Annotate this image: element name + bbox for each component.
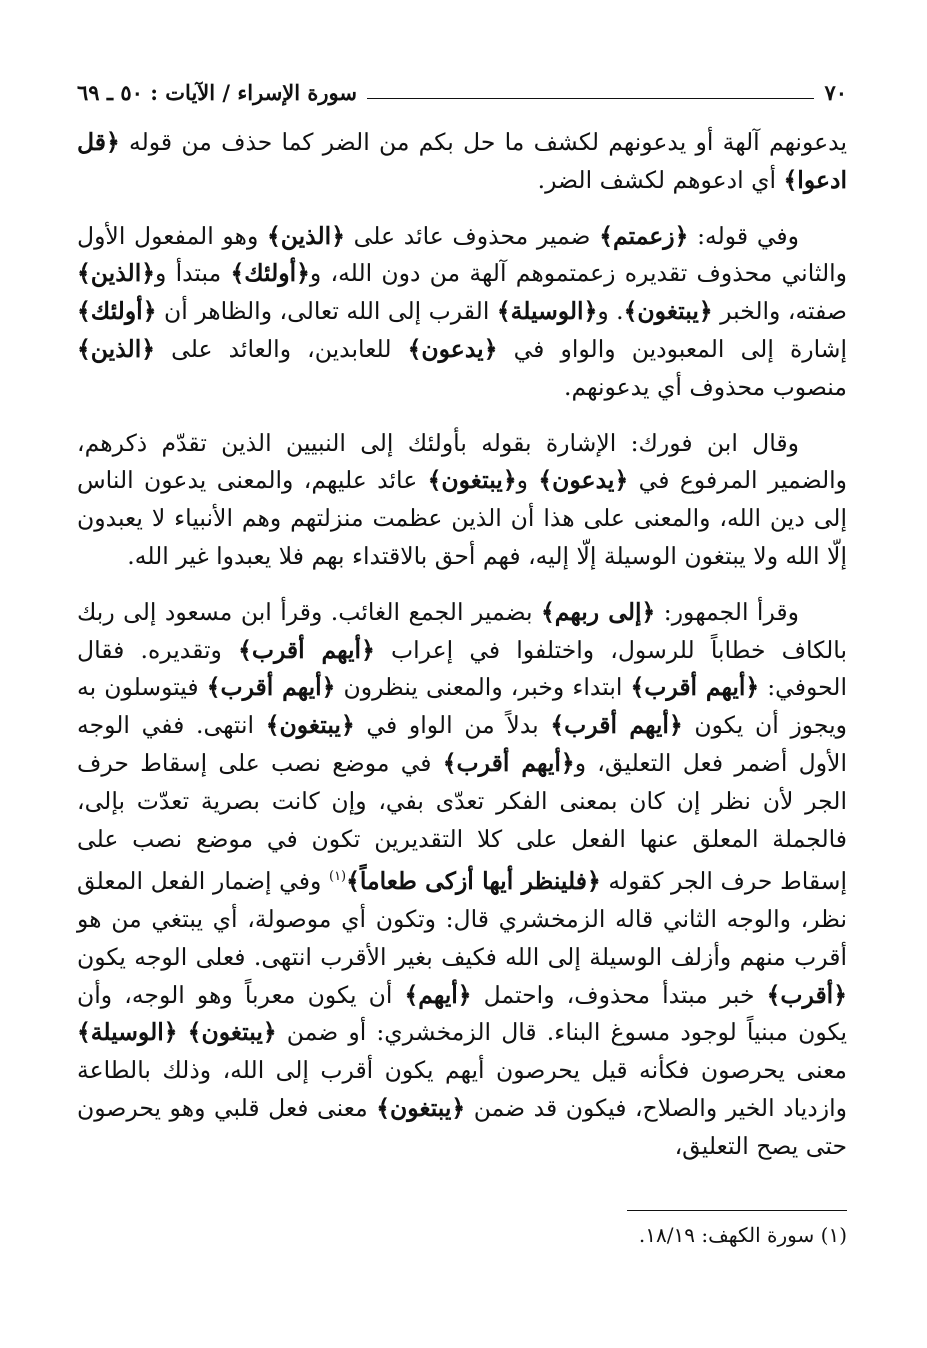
text-segment: بدلاً من الواو في (354, 711, 551, 740)
paragraph (77, 425, 847, 576)
text-segment: . و (597, 297, 624, 326)
quran-quote: ﴿يبتغون﴾ (376, 1093, 466, 1122)
footnote-rule (627, 1210, 847, 1211)
text-segment: خبر مبتدأ محذوف، واحتمل (471, 980, 767, 1009)
text-segment: في موضع نصب على إسقاط حرف الجر لأن نظر إن كان بمعنى الفكر تعدّى بفي، وإن كانت بصرية تعدّت بإلى، فالجملة المعلق عنها الفعل على كلا التقديرين تكون في موضع نصب على إسقاط حرف الجر كقوله (77, 748, 847, 896)
text-segment: بضمير الجمع الغائب. وقرأ ابن مسعود إلى ربك بالكاف خطاباً للرسول، واختلفوا في إعراب (77, 597, 847, 664)
text-segment: مبتدأ و (155, 259, 231, 288)
quran-quote: ﴿الوسيلة﴾ (77, 1018, 178, 1047)
text-segment (178, 1018, 188, 1046)
quran-quote: ﴿أيهم أقرب﴾ (550, 711, 683, 740)
running-header (77, 72, 847, 112)
quran-quote: ﴿أولئك﴾ (77, 297, 157, 326)
quran-quote: ﴿إلى ربهم﴾ (540, 597, 656, 626)
text-segment: ضمير محذوف عائد على (344, 221, 600, 250)
quran-quote: ﴿أيهم أقرب﴾ (238, 635, 375, 664)
quran-quote: ﴿قل ادعوا﴾ (77, 128, 847, 194)
quran-quote: ﴿يبتغون﴾ (187, 1018, 277, 1047)
quran-quote: ﴿الذين﴾ (266, 221, 345, 250)
quran-quote: ﴿أيهم أقرب﴾ (206, 673, 336, 702)
text-segment: و (516, 466, 539, 495)
text-segment: معنى فعل قلبي وهو يحرصون حتى يصح التعليق، (77, 1093, 847, 1160)
footnote: (١) سورة الكهف: ١٨/١٩. (638, 1223, 847, 1247)
quran-quote: ﴿أيهم أقرب﴾ (442, 748, 575, 777)
paragraph (77, 124, 847, 200)
quran-quote: ﴿أيهم أقرب﴾ (630, 673, 760, 702)
quran-quote: ﴿يبتغون﴾ (265, 711, 355, 740)
text-segment: للعابدين، والعائد على (155, 334, 408, 363)
paragraph (77, 594, 847, 1166)
text-segment: فيتوسلون به ويجوز أن يكون (77, 673, 847, 740)
text-segment: وهو المفعول الأول والثاني محذوف تقديره زعمتموهم آلهة من دون الله، و (77, 221, 847, 288)
quran-quote: ﴿أقرب﴾ (766, 980, 847, 1009)
text-segment: وفي قوله: (688, 221, 799, 250)
quran-quote: ﴿أيهم﴾ (404, 980, 472, 1009)
text-segment: يدعونهم آلهة أو يدعونهم لكشف ما حل بكم من الضر كما حذف من قوله (119, 128, 847, 156)
text-segment: انتهى. ففي الوجه الأول أضمر فعل التعليق، و (77, 711, 847, 777)
text-segment: أن يكون معرباً وهو الوجه، وأن يكون مبنياً لوجود مسوغ البناء. قال الزمخشري: أو ضمن (77, 980, 847, 1047)
header-rule (367, 98, 814, 99)
quran-quote: ﴿يبتغون﴾ (623, 297, 713, 326)
quran-quote: ﴿أولئك﴾ (230, 259, 310, 288)
quran-quote: ﴿فلينظر أيها أزكى طعاماً﴾ (346, 867, 601, 896)
body-text (77, 124, 847, 1184)
text-segment: وفي إضمار الفعل المعلق نظر، والوجه الثاني قاله الزمخشري قال: وتكون أي موصولة، أي يبتغي من هو أقرب منهم وأزلف الوسيلة إلى الله فكيف بغير الأقرب انتهى. فعلى الوجه يكون (77, 867, 847, 971)
quran-quote: ﴿يبتغون﴾ (427, 466, 517, 495)
text-segment: معنى يحرصون فكأنه قيل يحرصون أيهم يكون أقرب إلى الله، وذلك بالطاعة وازدياد الخير والصلاح، فيكون قد ضمن (77, 1056, 847, 1122)
text-segment: أي ادعوهم لكشف الضر. (537, 165, 784, 194)
quran-quote: ﴿الذين﴾ (77, 259, 155, 288)
text-segment: صفته، والخبر (712, 297, 847, 326)
quran-quote: ﴿زعمتم﴾ (599, 221, 689, 250)
text-segment: ابتداء وخبر، والمعنى ينظرون (335, 673, 631, 702)
footnote-marker: (١) (328, 869, 347, 885)
header-title: سورة الإسراء / الآيات : ٥٠ ـ ٦٩ (77, 79, 357, 105)
text-segment: منصوب محذوف أي يدعونهم. (564, 372, 847, 401)
text-segment: القرب إلى الله تعالى، والظاهر أن (156, 297, 497, 326)
quran-quote: ﴿يدعون﴾ (538, 466, 629, 495)
text-segment: وتقديره. فقال الحوفي: (77, 635, 847, 702)
quran-quote: ﴿الوسيلة﴾ (496, 297, 598, 326)
paragraph (77, 218, 847, 407)
text-segment: وقرأ الجمهور: (655, 597, 800, 626)
quran-quote: ﴿يدعون﴾ (407, 334, 498, 363)
text-segment: عائد عليهم، والمعنى يدعون الناس إلى دين الله، والمعنى على هذا أن الذين عظمت منزلتهم وهم الأنبياء لا يعبدون إلّا الله ولا يبتغون الوسيلة إلّا إليه، فهم أحق بالاقتداء بهم فلا يعبدوا غير الله. (77, 466, 847, 570)
quran-quote: ﴿الذين﴾ (77, 334, 155, 363)
page-number: ٧٠ (824, 79, 847, 105)
text-segment: وقال ابن فورك: الإشارة بقوله بأولئك إلى النبيين الذين تقدّم ذكرهم، والضمير المرفوع في (77, 428, 847, 495)
text-segment: إشارة إلى المعبودين والواو في (497, 334, 848, 363)
